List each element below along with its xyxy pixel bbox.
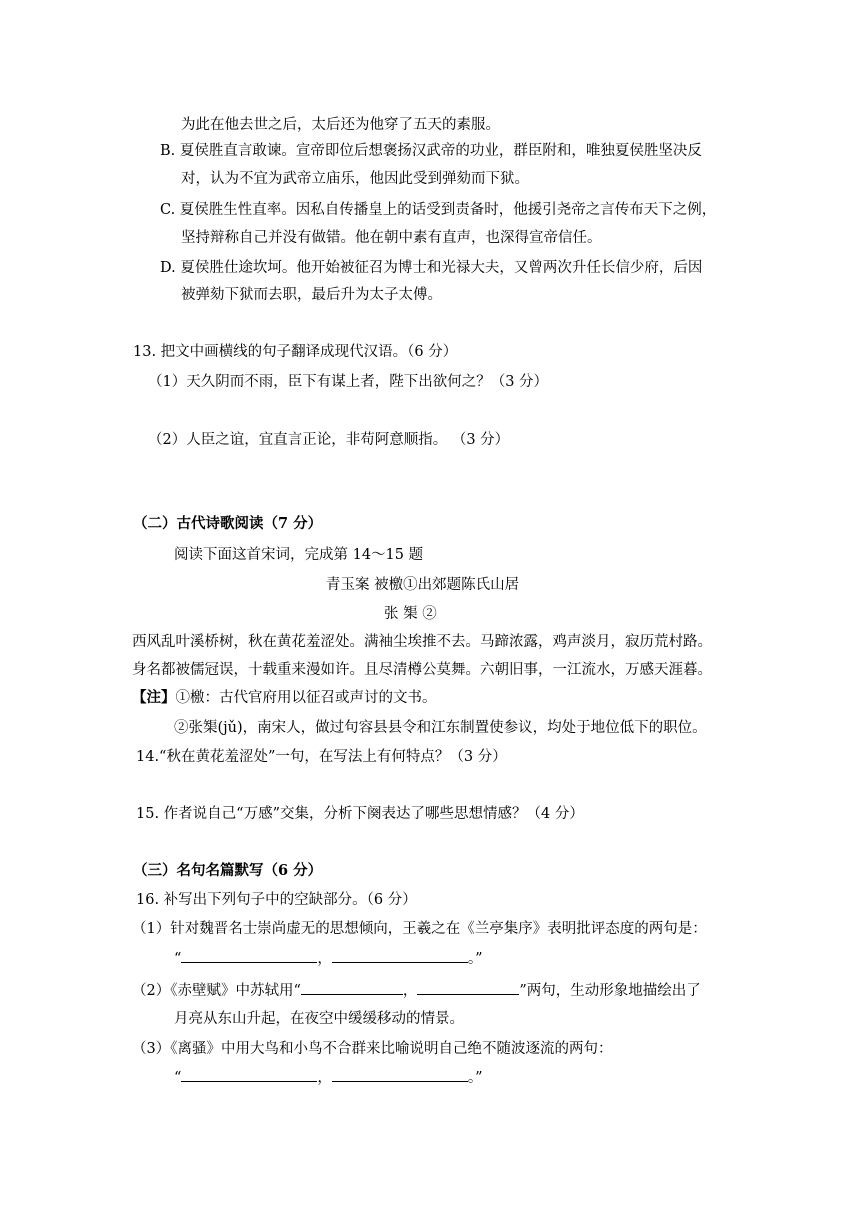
answer-blank[interactable] <box>301 980 403 995</box>
dictation-item-2 <box>132 980 701 1001</box>
option-b-line-2: 对，认为不宜为武帝立庙乐，他因此受到弹劾而下狱。 <box>181 171 529 187</box>
note-1-text: ①檄：古代官府用以征召或声讨的文书。 <box>175 690 437 706</box>
question-13-stem: 13. 把文中画横线的句子翻译成现代汉语。（6 分） <box>133 344 458 360</box>
question-15: 15. 作者说自己“万感”交集，分析下阕表达了哪些思想情感？（4 分） <box>136 806 584 822</box>
answer-blank[interactable] <box>181 1067 317 1082</box>
answer-blank[interactable] <box>417 980 519 995</box>
comma: ， <box>317 951 332 967</box>
close-quote: 。” <box>467 951 483 967</box>
open-quote: “ <box>174 1070 182 1086</box>
comma: ， <box>402 983 418 999</box>
answer-blank[interactable] <box>332 948 468 963</box>
poetry-intro: 阅读下面这首宋词，完成第 14～15 题 <box>174 547 424 563</box>
poem-line-1: 西风乱叶溪桥树，秋在黄花羞涩处。满袖尘埃推不去。马蹄浓露，鸡声淡月，寂历荒村路。 <box>132 634 712 650</box>
poem-title: 青玉案 被檄①出郊题陈氏山居 <box>326 577 520 593</box>
answer-blank[interactable] <box>181 948 317 963</box>
question-16: 16. 补写出下列句子中的空缺部分。（6 分） <box>136 892 417 908</box>
dictation-item-2-continued: 月亮从东山升起，在夜空中缓缓移动的情景。 <box>174 1011 464 1027</box>
question-13-sentence-1: （1）天久阴而不雨，臣下有谋上者，陛下出欲何之？（3 分） <box>148 374 549 390</box>
note-label: 【注】 <box>132 689 176 706</box>
question-13-sentence-2: （2）人臣之谊，宜直言正论，非苟阿意顺指。 （3 分） <box>148 432 510 448</box>
poem-line-2: 身名都被儒冠误，十载重来漫如许。且尽清樽公莫舞。六朝旧事，一江流水，万感天涯暮。 <box>132 662 712 678</box>
option-d-line-2: 被弹劾下狱而去职，最后升为太子太傅。 <box>181 287 442 303</box>
question-14: 14.“秋在黄花羞涩处”一句，在写法上有何特点？（3 分） <box>136 749 507 765</box>
poetry-heading: （二）古代诗歌阅读（7 分） <box>133 515 323 532</box>
answer-blank[interactable] <box>332 1067 468 1082</box>
option-c-line-1: C. 夏侯胜生性直率。因私自传播皇上的话受到责备时，他援引尧帝之言传布天下之例， <box>160 202 717 218</box>
close-quote: 。” <box>467 1070 483 1086</box>
dictation-item-1: （1）针对魏晋名士崇尚虚无的思想倾向，王羲之在《兰亭集序》表明批评态度的两句是： <box>132 921 707 937</box>
dictation-heading: （三）名句名篇默写（6 分） <box>133 862 323 879</box>
option-b-line-1: B. 夏侯胜直言敢谏。宣帝即位后想褒扬汉武帝的功业，群臣附和，唯独夏侯胜坚决反 <box>160 143 702 159</box>
dictation-item-1-answer <box>174 948 483 969</box>
open-quote: “ <box>174 951 182 967</box>
option-d-line-1: D. 夏侯胜仕途坎坷。他开始被征召为博士和光禄大夫，又曾两次升任长信少府，后因 <box>160 260 703 276</box>
poem-note-2: ②张榘(jǔ)，南宋人，做过句容县县令和江东制置使参议，均处于地位低下的职位。 <box>174 720 707 736</box>
poem-note-1 <box>132 688 437 708</box>
dictation-item-3-answer <box>174 1067 483 1088</box>
comma: ， <box>317 1070 332 1086</box>
item-2-suffix: ”两句，生动形象地描绘出了 <box>519 983 701 999</box>
dictation-item-3: （3）《离骚》中用大鸟和小鸟不合群来比喻说明自己绝不随波逐流的两句： <box>132 1041 613 1057</box>
item-2-prefix: （2）《赤壁赋》中苏轼用“ <box>132 983 301 999</box>
poem-author: 张 榘 ② <box>384 606 437 622</box>
option-a-continued: 为此在他去世之后，太后还为他穿了五天的素服。 <box>181 117 500 133</box>
option-c-line-2: 坚持辩称自己并没有做错。他在朝中素有直声，也深得宣帝信任。 <box>181 230 602 246</box>
